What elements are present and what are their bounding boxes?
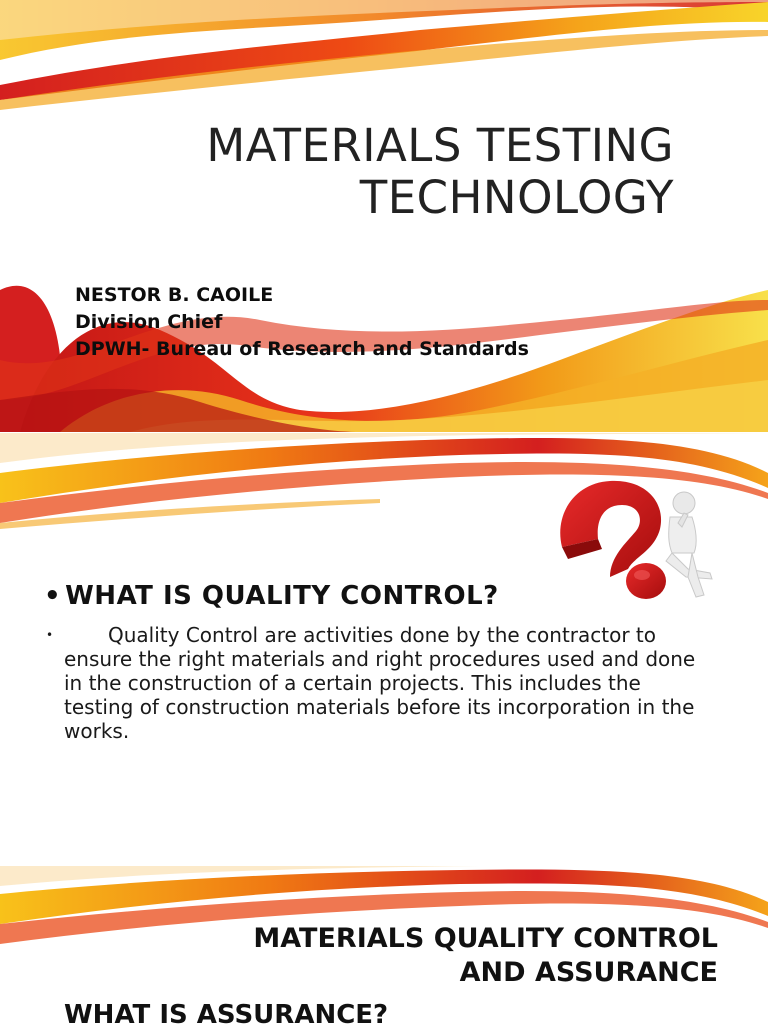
slide-title-heading	[206, 120, 674, 224]
title-line-1: MATERIALS QUALITY CONTROL	[253, 923, 718, 954]
slide-quality-assurance	[0, 866, 768, 1024]
presenter-organization: DPWH- Bureau of Research and Standards	[75, 338, 529, 360]
heading-bullet: •	[44, 581, 62, 611]
definition-paragraph	[46, 623, 696, 743]
presenter-name: NESTOR B. CAOILE	[75, 284, 274, 306]
slide-title	[0, 0, 768, 432]
slide-title-heading	[253, 922, 718, 990]
title-line-2: AND ASSURANCE	[459, 957, 718, 988]
paragraph-text: Quality Control are activities done by the contractor to ensure the right materials and right procedures used and done in the construction of a certain projects. This includes the testing of construction materials before its incorporation in the works.	[64, 623, 696, 743]
title-line-2: TECHNOLOGY	[359, 171, 674, 224]
paragraph-bullet: •	[46, 628, 54, 642]
question-mark-with-thinking-person-icon	[548, 477, 718, 607]
heading-text: WHAT IS QUALITY CONTROL?	[65, 581, 499, 611]
presenter-block	[75, 282, 529, 363]
presenter-role: Division Chief	[75, 311, 223, 333]
section-heading	[44, 581, 499, 611]
slide-quality-control	[0, 433, 768, 865]
section-heading: WHAT IS ASSURANCE?	[64, 1000, 389, 1024]
title-line-1: MATERIALS TESTING	[206, 119, 674, 172]
